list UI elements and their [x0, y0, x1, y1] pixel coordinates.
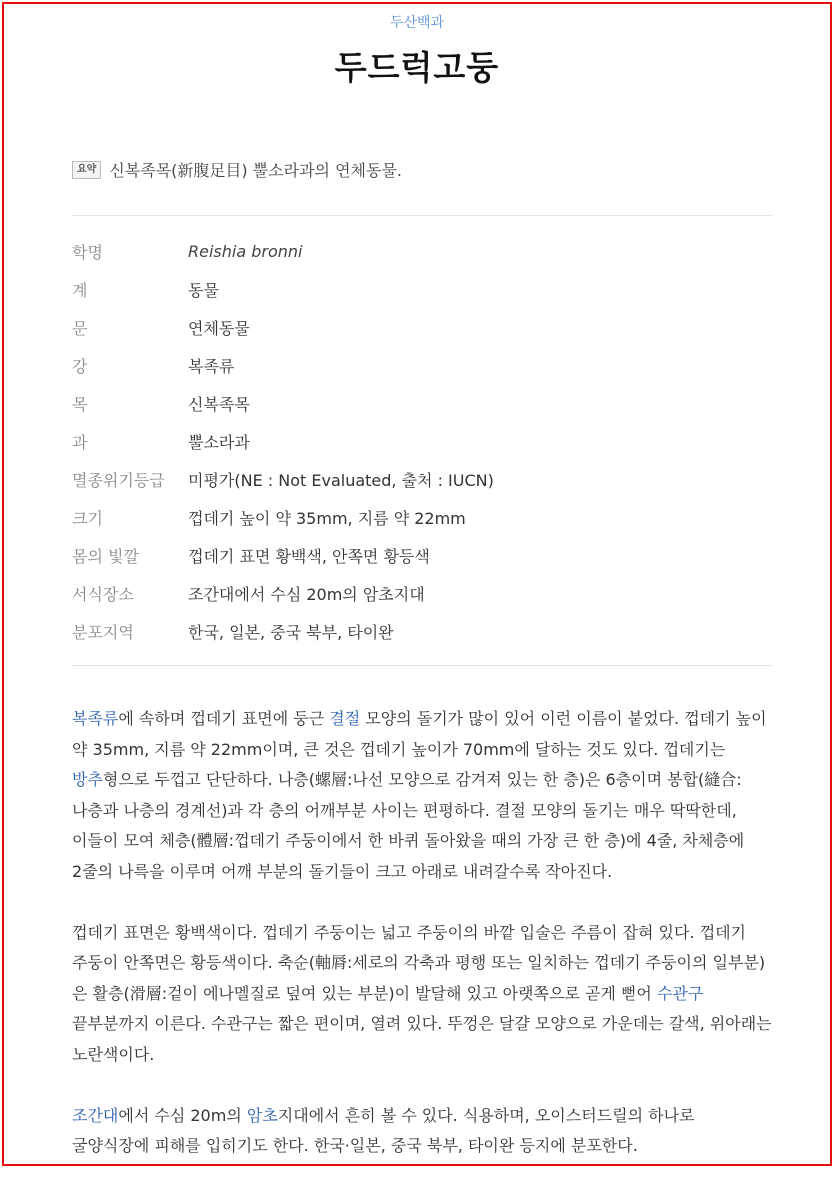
info-key: 계	[72, 280, 88, 300]
paragraph-text: 형으로 두껍고 단단하다. 나층(螺層:나선 모양으로 감겨져 있는 한 층)은 6층이며 봉합(縫合:나층과 나층의 경계선)과 각 층의 어깨부분 사이는 편평하다. 결절 모양의 돌기는 매우 딱딱한데, 이들이 모여 체층(體層:껍데기 주둥이에서 한 바퀴 돌아왔을 때의 가장 큰 한 층)에 4줄, 차체층에 2줄의 나륵을 이루며 어깨 부분의 돌기들이 크고 아래로 내려갈수록 작아진다.	[72, 770, 745, 881]
summary-badge: 요약	[72, 161, 101, 179]
info-row-phylum	[72, 308, 772, 346]
info-key: 크기	[72, 508, 103, 528]
paragraph-text: 에 속하며 껍데기 표면에 둥근	[118, 709, 330, 728]
info-row-scientific-name	[72, 232, 772, 270]
info-value: 조간대에서 수심 20m의 암초지대	[188, 584, 425, 604]
info-value: 복족류	[188, 356, 235, 376]
paragraph-text: 모양의 돌기가 많이 있어 이런 이름이 붙었다. 껍데기 높이 약 35mm, 지름 약 22mm이며, 큰 것은 껍데기 높이가 70mm에 달하는 것도 있다. 껍데기는	[72, 709, 767, 759]
link-reef[interactable]: 암초	[246, 1105, 278, 1125]
paragraph-habitat	[72, 1101, 774, 1162]
summary	[72, 158, 772, 181]
info-key: 멸종위기등급	[72, 470, 165, 490]
info-key: 서식장소	[72, 584, 134, 604]
link-nodule[interactable]: 결절	[329, 709, 361, 728]
info-row-distribution	[72, 612, 772, 650]
info-row-body-color	[72, 536, 772, 574]
info-key: 강	[72, 356, 88, 376]
info-value: 동물	[188, 280, 219, 300]
info-row-order	[72, 384, 772, 422]
info-table	[72, 232, 772, 650]
info-row-size	[72, 498, 772, 536]
paragraph-shell	[72, 918, 774, 1071]
summary-text: 신복족목(新腹足目) 뿔소라과의 연체동물.	[109, 161, 402, 180]
link-gastropoda[interactable]: 복족류	[72, 709, 119, 728]
paragraph-description	[72, 704, 774, 888]
info-key: 학명	[72, 242, 103, 262]
paragraph-text: 에서 수심 20m의	[118, 1105, 247, 1125]
info-value: 껍데기 표면 황백색, 안쪽면 황등색	[188, 546, 430, 566]
divider	[72, 665, 772, 666]
info-row-class	[72, 346, 772, 384]
paragraph-text: 끝부분까지 이른다. 수관구는 짧은 편이며, 열려 있다. 뚜껑은 달걀 모양으로 가운데는 갈색, 위아래는 노란색이다.	[72, 1014, 772, 1064]
info-value: 신복족목	[188, 394, 250, 414]
info-value: Reishia bronni	[188, 241, 303, 261]
info-row-family	[72, 422, 772, 460]
link-spindle[interactable]: 방추	[72, 770, 103, 790]
info-value: 한국, 일본, 중국 북부, 타이완	[188, 622, 394, 642]
article-body	[72, 704, 774, 1192]
paragraph-text: 껍데기 표면은 황백색이다. 껍데기 주둥이는 넓고 주둥이의 바깥 입술은 주름이 잡혀 있다. 껍데기 주둥이 안쪽면은 황등색이다. 축순(軸脣:세로의 각축과 평행 또는 일치하는 껍데기 주둥이의 일부분)은 활층(滑層:겉이 에나멜질로 덮여 있는 부분)이 발달해 있고 아랫쪽으로 곧게 뻗어	[72, 922, 766, 1003]
page-title: 두드럭고둥	[334, 48, 500, 87]
info-key: 목	[72, 394, 88, 414]
info-row-habitat	[72, 574, 772, 612]
info-key: 분포지역	[72, 622, 134, 642]
info-value: 연체동물	[188, 318, 250, 338]
link-siphonal-canal[interactable]: 수관구	[656, 983, 704, 1003]
info-key: 문	[72, 318, 88, 338]
info-value: 뿔소라과	[188, 432, 250, 452]
link-intertidal-zone[interactable]: 조간대	[72, 1105, 119, 1125]
paragraph-text: 지대에서 흔히 볼 수 있다. 식용하며, 오이스터드릴의 하나로 굴양식장에 피해를 입히기도 한다. 한국·일본, 중국 북부, 타이완 등지에 분포한다.	[72, 1105, 695, 1156]
info-key: 과	[72, 432, 88, 452]
divider	[72, 215, 772, 216]
source-label[interactable]: 두산백과	[389, 15, 445, 31]
info-value: 껍데기 높이 약 35mm, 지름 약 22mm	[188, 508, 466, 528]
info-value: 미평가(NE : Not Evaluated, 출처 : IUCN)	[188, 470, 494, 490]
info-row-kingdom	[72, 270, 772, 308]
info-key: 몸의 빛깔	[72, 546, 139, 566]
info-row-conservation-status	[72, 460, 772, 498]
